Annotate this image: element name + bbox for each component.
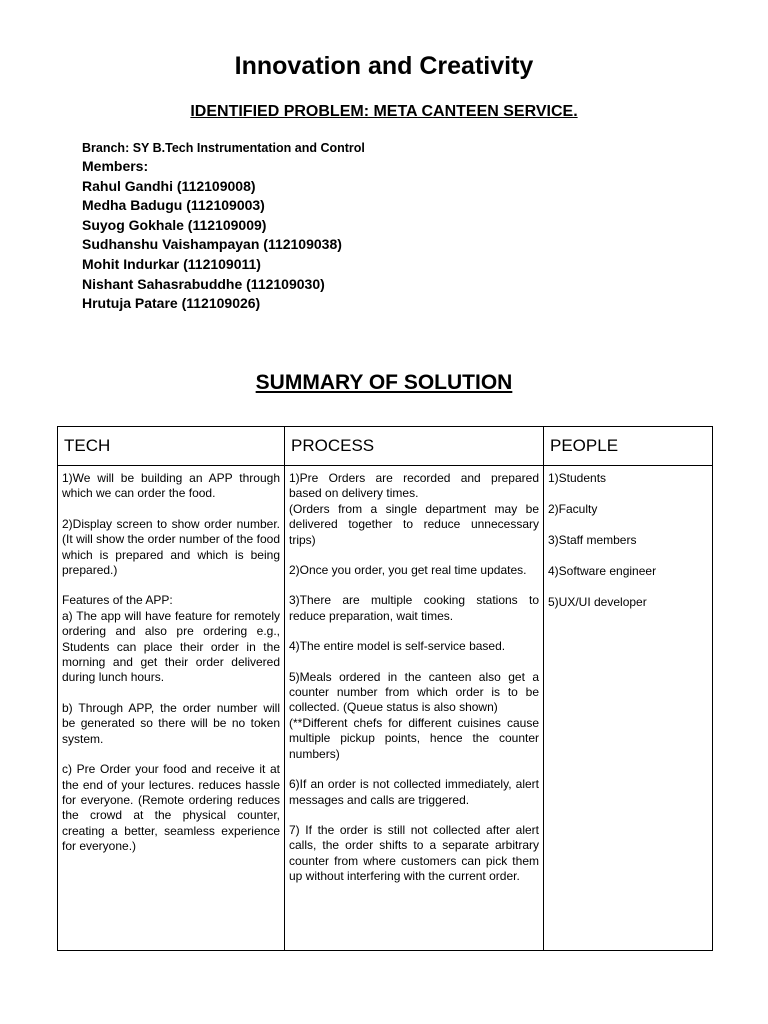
table-row: [58, 466, 713, 951]
tech-point: b) Through APP, the order number will be generated so there will be no token system.: [62, 700, 280, 746]
identified-problem-heading: IDENTIFIED PROBLEM: META CANTEEN SERVICE.: [190, 103, 578, 120]
people-item: 2)Faculty: [548, 502, 598, 516]
people-item: 4)Software engineer: [548, 564, 657, 578]
member-name: Medha Badugu (112109003): [82, 197, 265, 214]
member-name: Sudhanshu Vaishampayan (112109038): [82, 236, 342, 253]
tech-point: a) The app will have feature for remotely ordering and also pre ordering e.g., Students can place their order in the morning and get their order delivered during lunch hours.: [62, 608, 280, 685]
table-header-row: [58, 427, 713, 466]
column-header-process: PROCESS: [285, 427, 544, 466]
member-name: Suyog Gokhale (112109009): [82, 216, 267, 233]
tech-point: c) Pre Order your food and receive it at the end of your lectures. reduces hassle for everyone. (Remote ordering reduces the crowd at the physical counter, creating a better, seamless experience for everyone.): [62, 762, 280, 854]
process-point: 7) If the order is still not collected after alert calls, the order shifts to a separate arbitrary counter from where customers can pick them up without interfering with the current order.: [289, 822, 539, 884]
people-item: 1)Students: [548, 471, 607, 485]
members-label: Members:: [82, 158, 149, 174]
member-name: Mohit Indurkar (112109011): [82, 255, 261, 272]
people-item: 5)UX/UI developer: [548, 595, 647, 609]
tech-features-label: Features of the APP:: [62, 593, 173, 608]
tech-cell: [58, 466, 285, 951]
summary-heading: SUMMARY OF SOLUTION: [255, 371, 513, 394]
process-point: (**Different chefs for different cuisines cause multiple pickup points, hence the counter numbers): [289, 715, 539, 761]
member-name: Nishant Sahasrabuddhe (112109030): [82, 275, 325, 292]
column-header-people: PEOPLE: [544, 427, 713, 466]
process-point: 3)There are multiple cooking stations to reduce preparation, wait times.: [289, 593, 539, 623]
solution-table: [57, 426, 713, 951]
process-cell: [285, 466, 544, 951]
member-name: Rahul Gandhi (112109008): [82, 177, 256, 194]
process-point: 2)Once you order, you get real time updates.: [289, 563, 527, 578]
member-name: Hrutuja Patare (112109026): [82, 295, 261, 312]
process-point: 6)If an order is not collected immediately, alert messages and calls are triggered.: [289, 777, 539, 807]
tech-point: 2)Display screen to show order number. (It will show the order number of the food which is prepared and which is being prepared.): [62, 516, 280, 578]
people-item: 3)Staff members: [548, 533, 637, 547]
process-point: 4)The entire model is self-service based.: [289, 639, 506, 654]
people-cell: [544, 466, 713, 951]
tech-point: 1)We will be building an APP through which we can order the food.: [62, 471, 280, 501]
column-header-tech: TECH: [58, 427, 285, 466]
process-point: (Orders from a single department may be delivered together to reduce unnecessary trips): [289, 501, 539, 547]
process-point: 5)Meals ordered in the canteen also get a counter number from which order is to be collected. (Queue status is also shown): [289, 669, 539, 715]
branch-line: Branch: SY B.Tech Instrumentation and Control: [82, 141, 365, 155]
members-list: [82, 157, 342, 314]
process-point: 1)Pre Orders are recorded and prepared based on delivery times.: [289, 471, 539, 501]
document-title: Innovation and Creativity: [234, 52, 534, 80]
